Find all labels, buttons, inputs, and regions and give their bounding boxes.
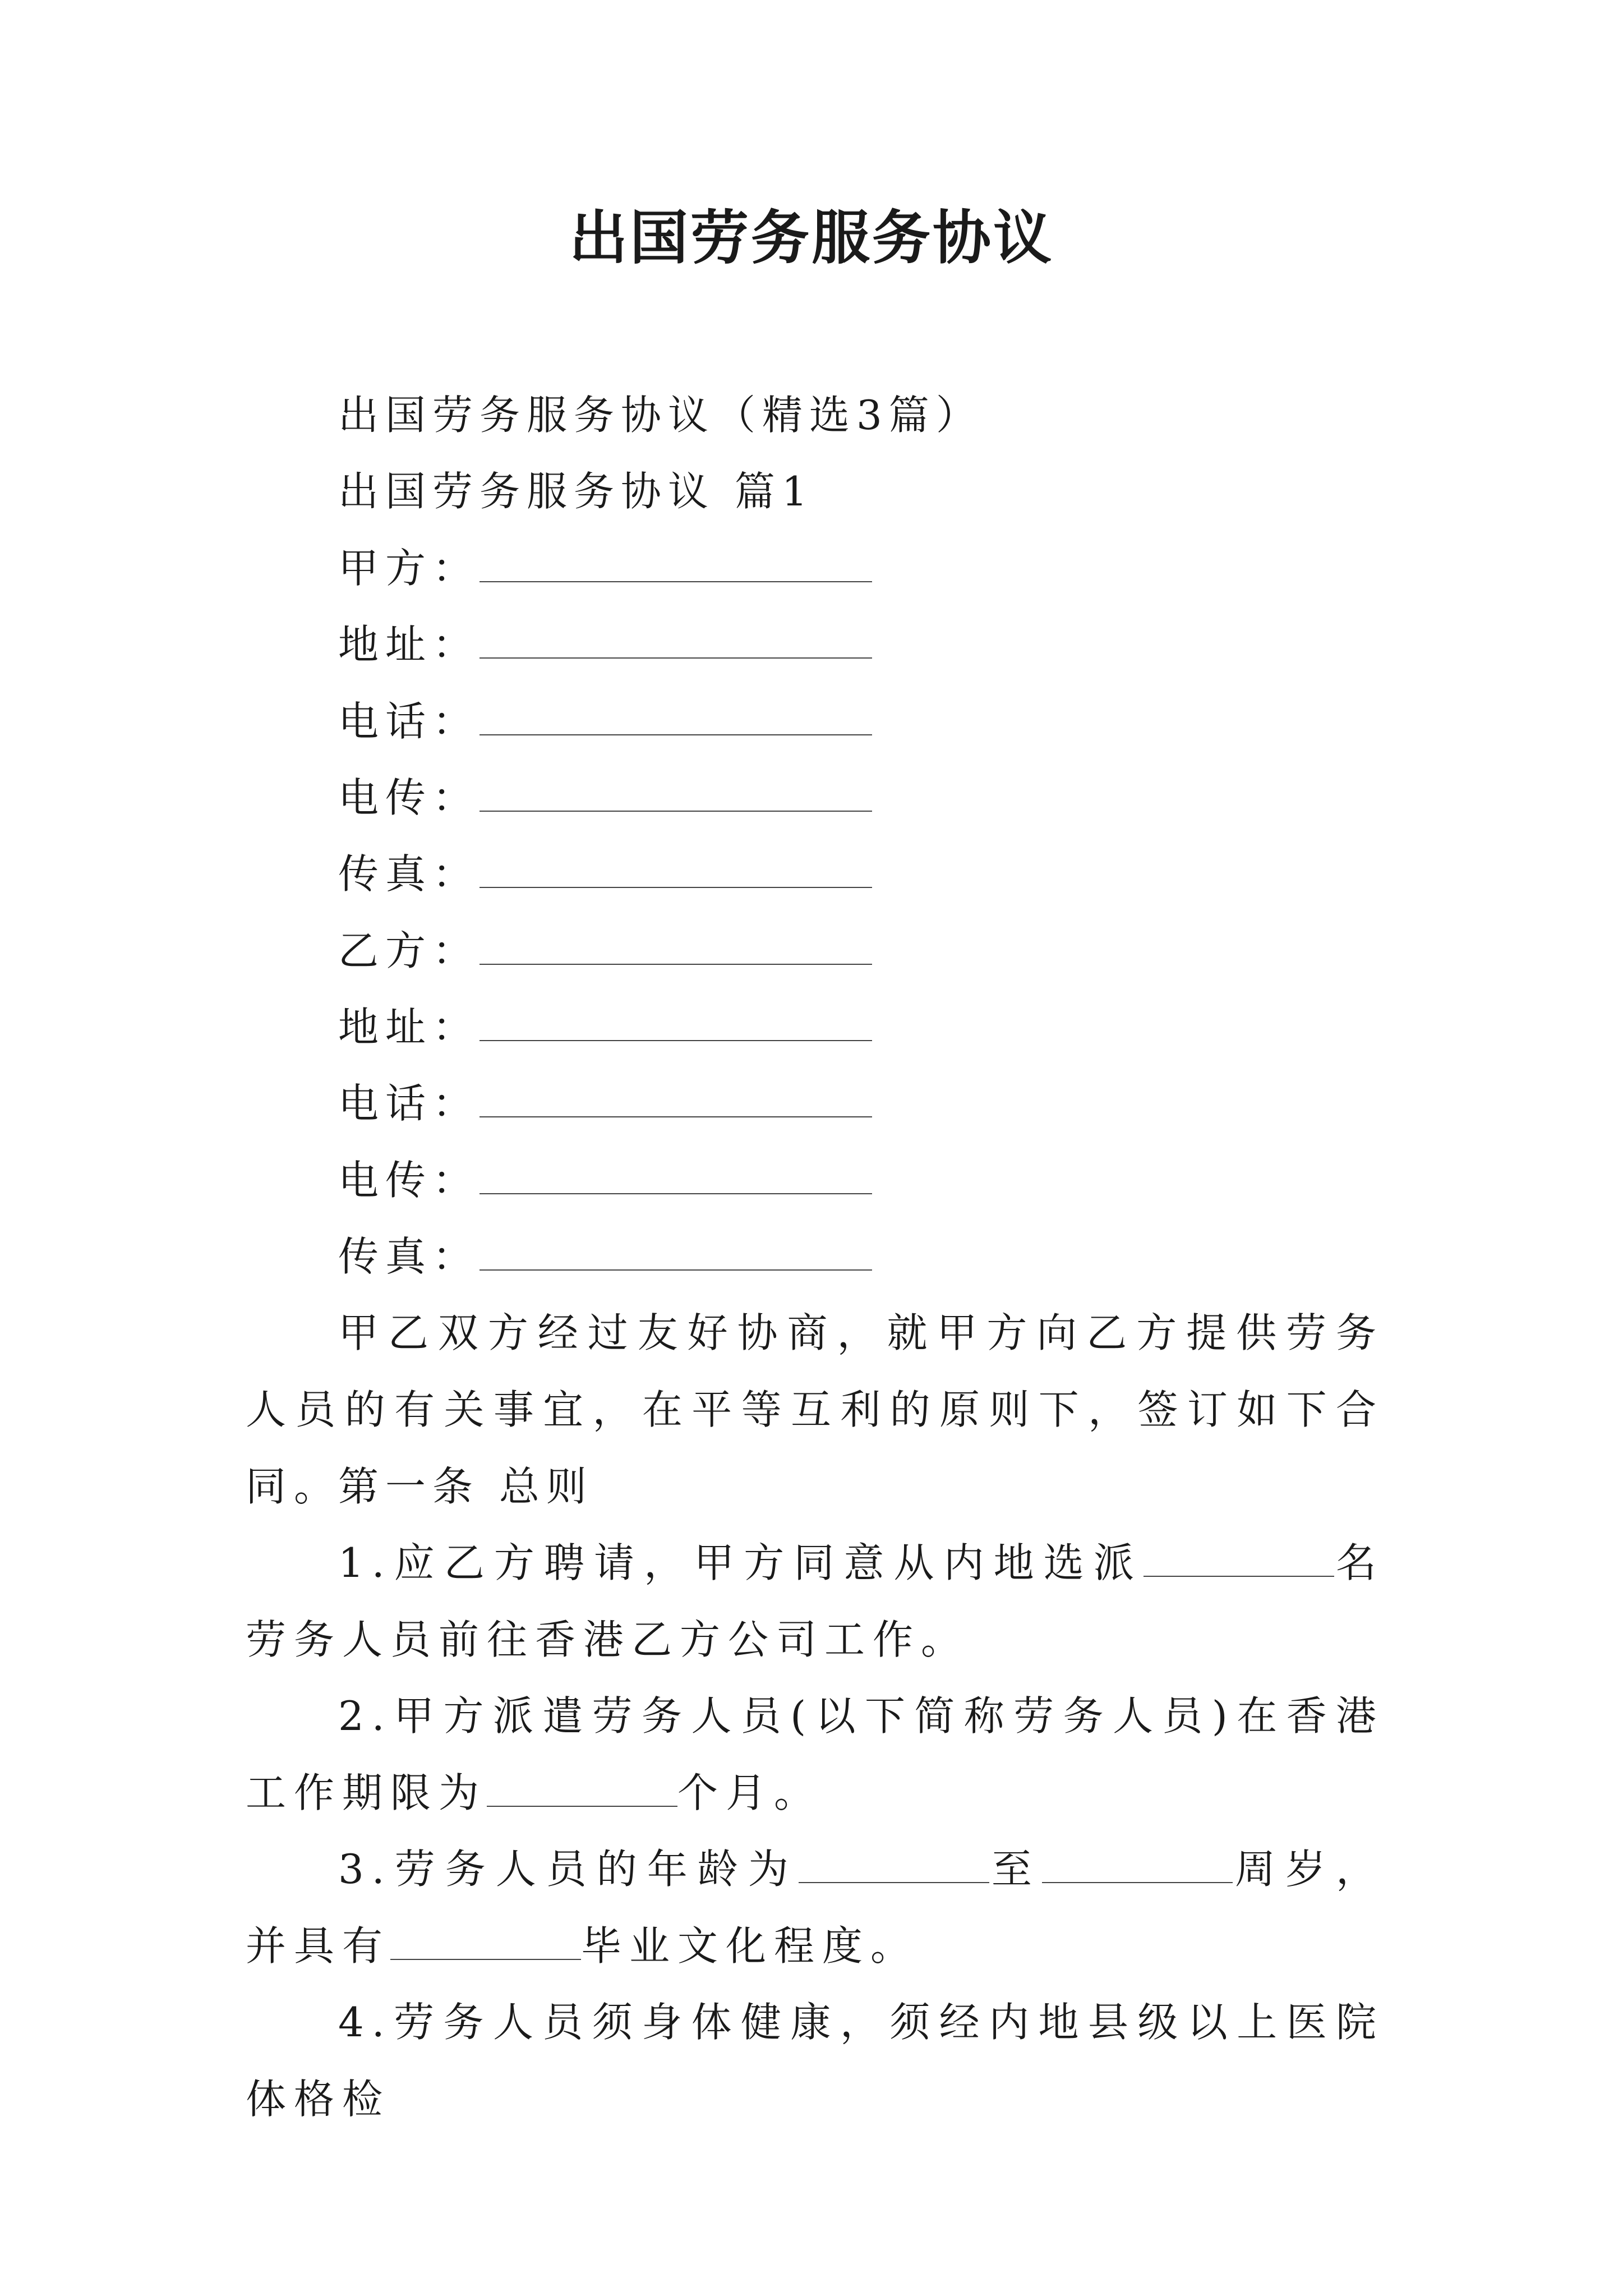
clause-1-text-a: 1.应乙方聘请，甲方同意从内地选派 <box>338 1539 1144 1586</box>
party-a-fax-label: 传真： <box>338 850 480 898</box>
party-a-phone-blank[interactable] <box>479 701 872 735</box>
party-b-telex-blank[interactable] <box>479 1159 872 1194</box>
party-a-name-blank[interactable] <box>479 547 872 582</box>
party-a-name-label: 甲方： <box>338 545 480 592</box>
clause-3-text-d: 毕业文化程度。 <box>581 1922 919 1970</box>
party-b-address-blank[interactable] <box>479 1006 872 1041</box>
party-b-name-label: 乙方： <box>338 927 480 974</box>
clause-2-text-a: 2.甲方派遣劳务人员(以下简称劳务人员)在香港工作期限为 <box>246 1692 1384 1816</box>
party-b-address-row <box>338 999 872 1055</box>
party-a-telex-row <box>338 770 872 826</box>
party-a-phone-row <box>338 693 872 749</box>
party-a-fax-row <box>338 846 872 902</box>
document-subtitle: 出国劳务服务协议（精选3篇） <box>338 392 983 439</box>
clause-3-age-max-blank[interactable] <box>1042 1848 1233 1883</box>
party-a-telex-label: 电传： <box>338 774 480 821</box>
party-b-telex-row <box>338 1152 872 1208</box>
party-a-phone-label: 电话： <box>338 698 480 745</box>
clause-1-text-b: 名劳务人员前往香港乙方公司工作。 <box>246 1539 1384 1663</box>
party-b-phone-blank[interactable] <box>479 1083 872 1117</box>
party-a-name-row <box>338 540 872 596</box>
section-heading: 出国劳务服务协议 篇1 <box>338 468 814 515</box>
party-a-address-row <box>338 616 872 673</box>
clause-3-text-b: 至 <box>989 1846 1042 1893</box>
party-b-fax-label: 传真： <box>338 1233 480 1280</box>
party-b-name-row <box>338 923 872 979</box>
clause-4: 4.劳务人员须身体健康，须经内地县级以上医院体格检 <box>246 1999 1384 2123</box>
party-b-phone-row <box>338 1075 872 1131</box>
document-title: 出国劳务服务协议 <box>569 203 1054 272</box>
party-a-address-label: 地址： <box>338 621 480 668</box>
party-a-address-blank[interactable] <box>479 624 872 659</box>
party-a-telex-blank[interactable] <box>479 777 872 812</box>
article-1-heading: 第一条 总则 <box>338 1463 593 1510</box>
party-b-telex-label: 电传： <box>338 1157 480 1204</box>
clause-2-months-blank[interactable] <box>487 1772 677 1807</box>
clause-3-education-blank[interactable] <box>390 1925 581 1960</box>
party-b-name-blank[interactable] <box>479 930 872 965</box>
clause-3-age-min-blank[interactable] <box>799 1848 989 1883</box>
party-b-phone-label: 电话： <box>338 1080 480 1127</box>
party-b-fax-blank[interactable] <box>479 1236 872 1271</box>
clause-3 <box>246 1831 1384 1985</box>
intro-paragraph: 甲乙双方经过友好协商，就甲方向乙方提供劳务人员的有关事宜，在平等互利的原则下，签订如下合同。 <box>246 1309 1384 1510</box>
clause-1-count-blank[interactable] <box>1144 1542 1334 1577</box>
party-b-fax-row <box>338 1228 872 1285</box>
clause-2-text-b: 个月。 <box>677 1769 823 1816</box>
clause-3-text-c: 周岁，并具有 <box>246 1846 1384 1970</box>
party-b-address-label: 地址： <box>338 1004 480 1051</box>
clause-1 <box>246 1525 1384 1678</box>
party-a-fax-blank[interactable] <box>479 853 872 888</box>
clause-2 <box>246 1678 1384 1832</box>
clause-3-text-a: 3.劳务人员的年龄为 <box>338 1846 799 1893</box>
